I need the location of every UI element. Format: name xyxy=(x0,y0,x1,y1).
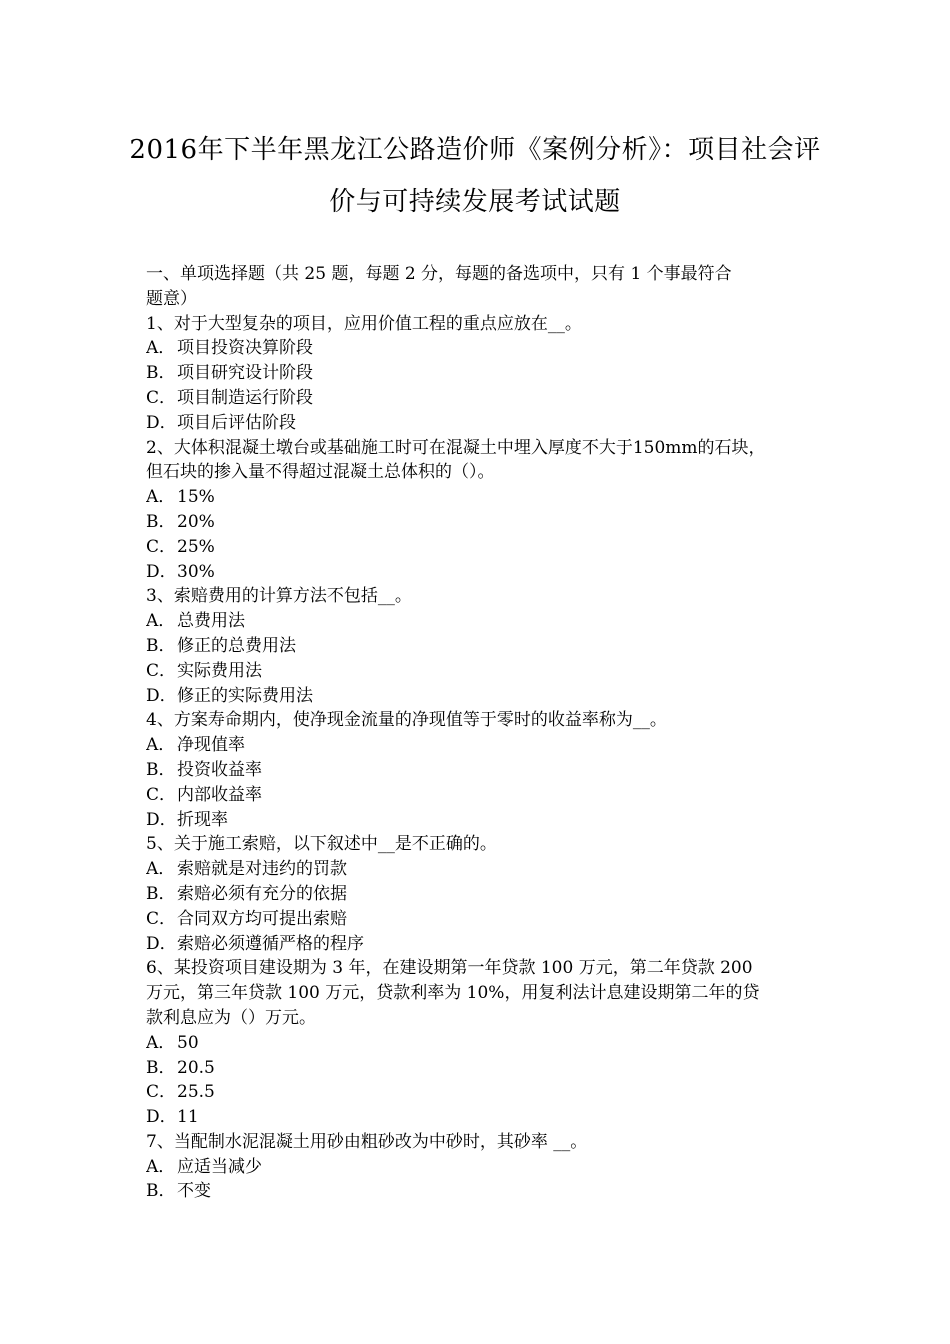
question-stem: 万元，第三年贷款 100 万元，贷款利率为 10%，用复利法计息建设期第二年的贷 xyxy=(146,983,760,1004)
option-text: 项目研究设计阶段 xyxy=(177,363,313,384)
option-text: 50 xyxy=(177,1032,199,1053)
option-letter: B． xyxy=(146,759,176,780)
option-letter: C． xyxy=(146,1082,177,1103)
answer-option xyxy=(146,336,814,361)
answer-option xyxy=(146,634,814,659)
option-text: 30% xyxy=(177,561,215,582)
question-item xyxy=(146,708,814,832)
option-text: 项目制造运行阶段 xyxy=(177,387,313,408)
answer-option xyxy=(146,1080,814,1105)
option-text: 净现值率 xyxy=(177,735,245,756)
answer-option xyxy=(146,1105,814,1130)
option-text: 20.5 xyxy=(177,1057,215,1078)
option-text: 修正的实际费用法 xyxy=(177,685,313,706)
option-letter: C． xyxy=(146,660,177,681)
answer-option xyxy=(146,485,814,510)
question-stem: 5、关于施工索赔，以下叙述中__是不正确的。 xyxy=(146,834,497,855)
answer-option xyxy=(146,1031,814,1056)
document-body xyxy=(146,262,814,1204)
question-item xyxy=(146,584,814,708)
question-item xyxy=(146,956,814,1130)
option-letter: B． xyxy=(146,1057,176,1078)
answer-option xyxy=(146,783,814,808)
document-title-line-2: 价与可持续发展考试试题 xyxy=(329,187,621,217)
question-stem: 4、方案寿命期内，使净现金流量的净现值等于零时的收益率称为__。 xyxy=(146,710,667,731)
question-item xyxy=(146,312,814,436)
answer-option xyxy=(146,758,814,783)
question-stem: 7、当配制水泥混凝土用砂由粗砂改为中砂时，其砂率 __。 xyxy=(146,1131,588,1152)
question-list xyxy=(146,312,814,1205)
section-heading-line-2: 题意） xyxy=(146,288,197,309)
option-text: 索赔必须遵循严格的程序 xyxy=(177,933,364,954)
option-text: 内部收益率 xyxy=(177,784,262,805)
answer-option xyxy=(146,932,814,957)
option-letter: A． xyxy=(146,859,176,880)
answer-option xyxy=(146,1179,814,1204)
option-text: 投资收益率 xyxy=(177,759,262,780)
option-letter: D． xyxy=(146,412,177,433)
answer-option xyxy=(146,386,814,411)
answer-option xyxy=(146,857,814,882)
option-text: 合同双方均可提出索赔 xyxy=(177,908,347,929)
question-stem: 但石块的掺入量不得超过混凝土总体积的（）。 xyxy=(146,462,495,483)
answer-option xyxy=(146,1056,814,1081)
option-letter: A． xyxy=(146,487,176,508)
option-letter: B． xyxy=(146,511,176,532)
option-text: 20% xyxy=(177,511,215,532)
option-text: 不变 xyxy=(177,1181,211,1202)
answer-option xyxy=(146,361,814,386)
option-letter: D． xyxy=(146,933,177,954)
option-letter: C． xyxy=(146,536,177,557)
question-item xyxy=(146,1130,814,1204)
question-stem: 3、索赔费用的计算方法不包括__。 xyxy=(146,586,412,607)
answer-option xyxy=(146,1155,814,1180)
option-text: 15% xyxy=(177,487,215,508)
answer-option xyxy=(146,659,814,684)
option-text: 索赔必须有充分的依据 xyxy=(177,883,347,904)
question-stem: 款利息应为（）万元。 xyxy=(146,1007,316,1028)
option-text: 项目投资决算阶段 xyxy=(177,338,313,359)
answer-option xyxy=(146,560,814,585)
option-letter: D． xyxy=(146,1107,177,1128)
option-text: 索赔就是对违约的罚款 xyxy=(177,859,347,880)
answer-option xyxy=(146,907,814,932)
option-text: 应适当减少 xyxy=(177,1156,262,1177)
option-letter: A． xyxy=(146,1156,176,1177)
option-letter: B． xyxy=(146,883,176,904)
option-letter: A． xyxy=(146,735,176,756)
option-letter: A． xyxy=(146,1032,176,1053)
answer-option xyxy=(146,510,814,535)
answer-option xyxy=(146,808,814,833)
option-letter: C． xyxy=(146,784,177,805)
option-text: 11 xyxy=(177,1107,199,1128)
option-letter: B． xyxy=(146,363,176,384)
answer-option xyxy=(146,882,814,907)
option-letter: A． xyxy=(146,611,176,632)
question-stem: 6、某投资项目建设期为 3 年，在建设期第一年贷款 100 万元，第二年贷款 200 xyxy=(146,958,753,979)
option-letter: D． xyxy=(146,685,177,706)
answer-option xyxy=(146,684,814,709)
option-text: 25% xyxy=(177,536,215,557)
answer-option xyxy=(146,609,814,634)
question-stem: 1、对于大型复杂的项目，应用价值工程的重点应放在__。 xyxy=(146,313,582,334)
option-letter: B． xyxy=(146,1181,176,1202)
option-letter: A． xyxy=(146,338,176,359)
option-text: 25.5 xyxy=(177,1082,215,1103)
option-text: 实际费用法 xyxy=(177,660,262,681)
option-letter: C． xyxy=(146,908,177,929)
answer-option xyxy=(146,535,814,560)
option-letter: D． xyxy=(146,809,177,830)
option-text: 总费用法 xyxy=(177,611,245,632)
option-text: 修正的总费用法 xyxy=(177,635,296,656)
answer-option xyxy=(146,411,814,436)
option-letter: D． xyxy=(146,561,177,582)
question-item xyxy=(146,436,814,585)
option-letter: C． xyxy=(146,387,177,408)
option-text: 折现率 xyxy=(177,809,228,830)
document-title-line-1: 2016年下半年黑龙江公路造价师《案例分析》：项目社会评 xyxy=(129,135,821,165)
option-letter: B． xyxy=(146,635,176,656)
answer-option xyxy=(146,733,814,758)
section-heading-line-1: 一、单项选择题（共 25 题，每题 2 分，每题的备选项中，只有 1 个事最符合 xyxy=(146,264,732,284)
question-stem: 2、大体积混凝土墩台或基础施工时可在混凝土中埋入厚度不大于150mm的石块， xyxy=(146,437,766,458)
question-item xyxy=(146,832,814,956)
option-text: 项目后评估阶段 xyxy=(177,412,296,433)
